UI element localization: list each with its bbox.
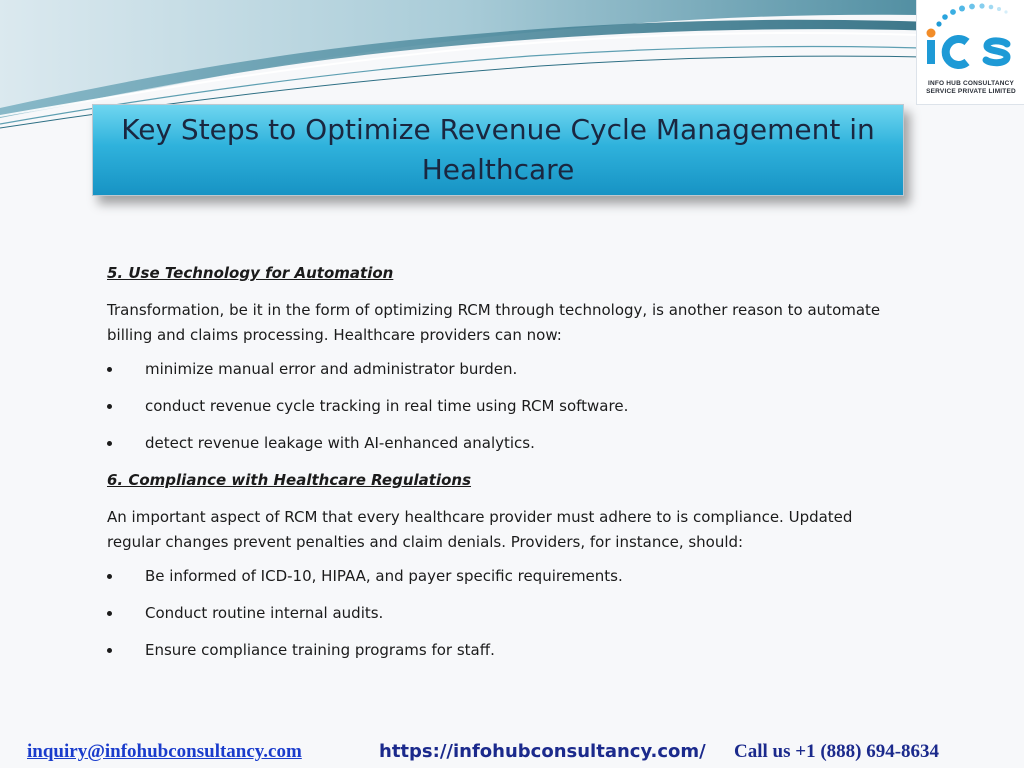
footer-phone: Call us +1 (888) 694-8634 [734,741,940,762]
section-paragraph: Transformation, be it in the form of optimizing RCM through technology, is another reason to automate billing and claims processing. Healthcare providers can now: [107,301,881,344]
bullet-text: conduct revenue cycle tracking in real time using RCM software. [145,397,629,415]
bullet-dot-icon [107,367,112,372]
footer-website-link[interactable]: https://infohubconsultancy.com/ [379,741,706,762]
bullet-item [107,432,897,454]
bullet-dot-icon [107,611,112,616]
section-heading: 5. Use Technology for Automation [107,264,394,282]
slide-title-box [92,104,904,196]
slide-content [107,262,897,676]
footer-email-link[interactable]: inquiry@infohubconsultancy.com [27,741,302,762]
bullet-item [107,395,897,417]
logo-company-line2: SERVICE PRIVATE LIMITED [926,88,1016,95]
logo-company-line1: INFO HUB CONSULTANCY [927,80,1015,87]
bullet-item [107,602,897,624]
company-logo [916,0,1024,105]
bullet-text: Ensure compliance training programs for staff. [145,641,495,659]
section-compliance-regulations [107,469,897,661]
section-heading: 6. Compliance with Healthcare Regulations [107,471,472,489]
bullet-dot-icon [107,404,112,409]
section-paragraph: An important aspect of RCM that every healthcare provider must adhere to is compliance. Updated regular changes prevent penalties and claim denials. Providers, for instance, should: [107,508,853,551]
slide-title: Key Steps to Optimize Revenue Cycle Management in Healthcare [121,113,875,186]
logo-company-name [921,80,1021,96]
bullet-text: detect revenue leakage with AI-enhanced analytics. [145,434,535,452]
bullet-text: Conduct routine internal audits. [145,604,384,622]
bullet-item [107,565,897,587]
bullet-text: minimize manual error and administrator burden. [145,360,518,378]
bullet-dot-icon [107,574,112,579]
bullet-dot-icon [107,441,112,446]
section-technology-automation [107,262,897,454]
bullet-dot-icon [107,648,112,653]
bullet-item [107,358,897,380]
ics-logo-mark [917,0,1024,80]
bullet-item [107,639,897,661]
bullet-text: Be informed of ICD-10, HIPAA, and payer specific requirements. [145,567,623,585]
